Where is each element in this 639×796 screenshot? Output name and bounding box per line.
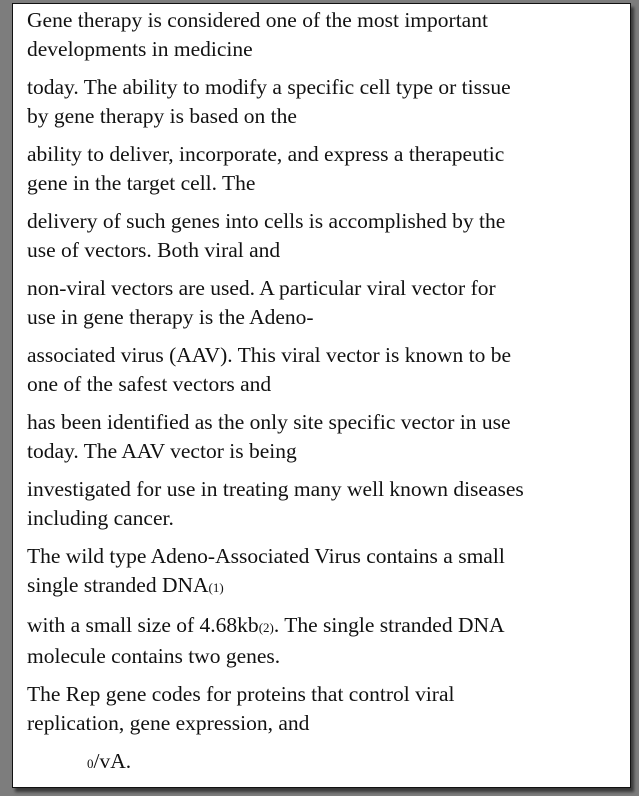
reference-marker: (1) [208, 580, 224, 595]
text-line: associated virus (AAV). This viral vector is known to be [27, 343, 512, 367]
paragraph [27, 542, 612, 602]
text-line: use in gene therapy is the Adeno- [27, 305, 314, 329]
text-fragment: single stranded DNA [27, 573, 209, 597]
paragraph [27, 140, 612, 198]
document-body [27, 6, 612, 787]
text-line: replication, gene expression, and [27, 711, 310, 735]
text-line: has been identified as the only site specific vector in use [27, 410, 511, 434]
footer-text: /vA. [93, 749, 132, 773]
text-line: investigated for use in treating many well known diseases [27, 477, 524, 501]
paragraph [27, 274, 612, 332]
page-footer-fragment [27, 747, 612, 778]
paragraph [27, 611, 612, 671]
text-line: ability to deliver, incorporate, and express a therapeutic [27, 142, 505, 166]
text-line: use of vectors. Both viral and [27, 238, 281, 262]
text-line: The wild type Adeno-Associated Virus contains a small [27, 544, 505, 568]
text-line: by gene therapy is based on the [27, 104, 297, 128]
text-fragment: . The single stranded DNA [273, 613, 505, 637]
paragraph [27, 341, 612, 399]
text-fragment: with a small size of 4.68kb [27, 613, 259, 637]
text-line: today. The AAV vector is being [27, 439, 297, 463]
paragraph [27, 73, 612, 131]
text-line: developments in medicine [27, 37, 253, 61]
text-line: delivery of such genes into cells is accomplished by the [27, 209, 506, 233]
paragraph [27, 207, 612, 265]
text-line: one of the safest vectors and [27, 372, 272, 396]
paragraph [27, 6, 612, 64]
text-line [27, 611, 612, 642]
text-line: including cancer. [27, 506, 174, 530]
document-page [12, 3, 631, 788]
text-line: The Rep gene codes for proteins that control viral [27, 682, 455, 706]
reference-marker: (2) [258, 620, 274, 635]
paragraph [27, 475, 612, 533]
text-line: today. The ability to modify a specific cell type or tissue [27, 75, 511, 99]
text-line: gene in the target cell. The [27, 171, 256, 195]
text-line [27, 571, 612, 602]
paragraph [27, 680, 612, 738]
paragraph [27, 408, 612, 466]
footer-subscript: 0 [87, 756, 94, 771]
text-line: Gene therapy is considered one of the most important [27, 8, 488, 32]
text-line: non-viral vectors are used. A particular viral vector for [27, 276, 496, 300]
text-line: molecule contains two genes. [27, 644, 281, 668]
